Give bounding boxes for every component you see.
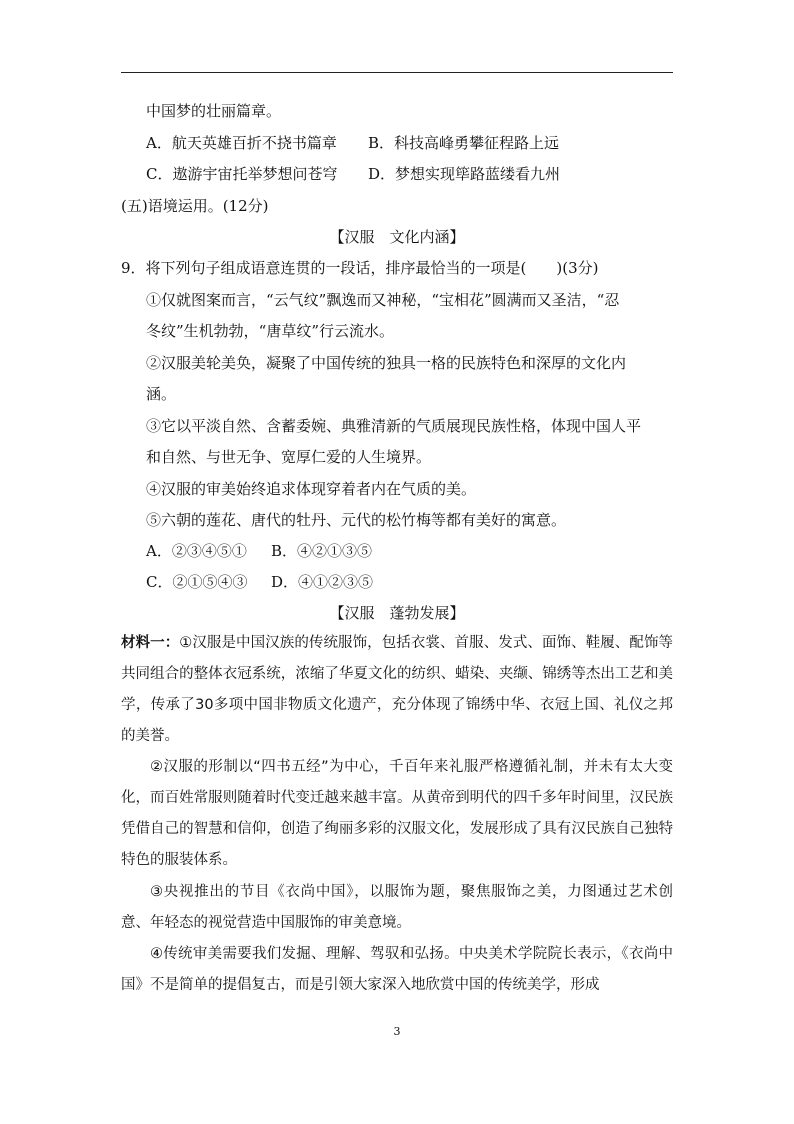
material-1-p1-text: ①汉服是中国汉族的传统服饰，包括衣裳、首服、发式、面饰、鞋履、配饰等共同组合的整体衣冠系统，浓缩了华夏文化的纺织、蜡染、夹缬、锦绣等杰出工艺和美学，传承了30多项中国非物质文化遗产，充分体现了锦绣中华、衣冠上国、礼仪之邦的美誉。 <box>121 635 674 744</box>
sentence-2-line-1: ②汉服美轮美奂，凝聚了中国传统的独具一格的民族特色和深厚的文化内 <box>146 354 627 372</box>
sentence-4: ④汉服的审美始终追求体现穿着者内在气质的美。 <box>146 480 477 498</box>
page-number: 3 <box>393 1025 401 1038</box>
material-1-paragraph-1 <box>121 628 673 752</box>
material-1-paragraph-4: ④传统审美需要我们发掘、理解、驾驭和弘扬。中央美术学院院长表示，《衣尚中国》不是简单的提倡复古，而是引领大家深入地欣赏中国的传统美学，形成 <box>121 946 673 993</box>
q9-option-d: D．④①②③⑤ <box>271 573 374 591</box>
header-rule <box>121 72 673 73</box>
sentence-2-line-2: 涵。 <box>146 385 177 403</box>
section-five-title: (五)语境运用。(12分) <box>121 197 269 215</box>
material-1-label: 材料一： <box>121 635 180 651</box>
q9-option-a: A．②③④⑤① <box>146 542 247 560</box>
prev-option-a: A．航天英雄百折不挠书篇章 <box>146 134 337 152</box>
question-9-stem: 9．将下列句子组成语意连贯的一段话，排序最恰当的一项是( )(3分) <box>121 259 599 277</box>
material-1-paragraph-3: ③央视推出的节目《衣尚中国》，以服饰为题，聚焦服饰之美，力图通过艺术创意、年轻态的视觉营造中国服饰的审美意境。 <box>121 884 673 931</box>
sentence-5: ⑤六朝的莲花、唐代的牡丹、元代的松竹梅等都有美好的寓意。 <box>146 511 567 529</box>
material-1-paragraph-2: ②汉服的形制以“四书五经”为中心，千百年来礼服严格遵循礼制，并未有太大变化，而百姓常服则随着时代变迁越来越丰富。从黄帝到明代的四千多年时间里，汉民族凭借自己的智慧和信仰，创造了绚丽多彩的汉服文化，发展形成了具有汉民族自己独特特色的服装体系。 <box>121 759 673 868</box>
sentence-1-line-2: 冬纹”生机勃勃，“唐草纹”行云流水。 <box>146 322 395 340</box>
sentence-3-line-2: 和自然、与世无争、宽厚仁爱的人生境界。 <box>146 448 432 466</box>
prev-option-d: D．梦想实现筚路蓝缕看九州 <box>368 165 561 183</box>
prev-question-tail: 中国梦的壮丽篇章。 <box>146 102 282 120</box>
heading-culture: 【汉服 文化内涵】 <box>329 228 465 246</box>
sentence-3-line-1: ③它以平淡自然、含蓄委婉、典雅清新的气质展现民族性格，体现中国人平 <box>146 417 642 435</box>
q9-option-c: C．②①⑤④③ <box>146 573 248 591</box>
heading-development: 【汉服 蓬勃发展】 <box>329 604 465 622</box>
prev-option-b: B．科技高峰勇攀征程路上远 <box>368 134 560 152</box>
prev-option-c: C．遨游宇宙托举梦想问苍穹 <box>146 165 338 183</box>
sentence-1-line-1: ①仅就图案而言，“云气纹”飘逸而又神秘，“宝相花”圆满而又圣洁，“忍 <box>146 291 620 309</box>
q9-option-b: B．④②①③⑤ <box>271 542 373 560</box>
